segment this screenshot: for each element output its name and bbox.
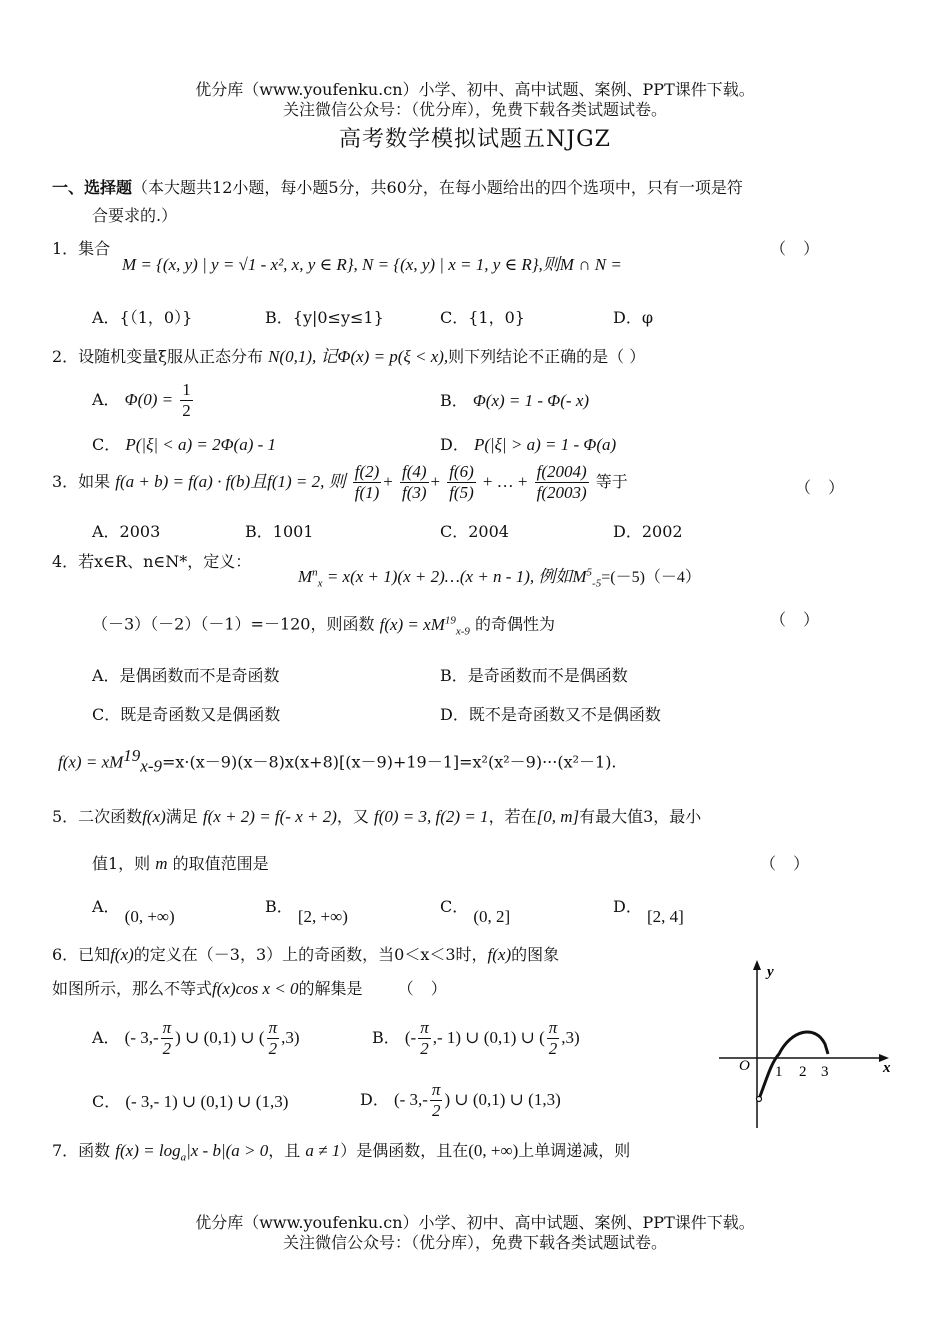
q6-answer-paren: （ ）	[397, 979, 453, 998]
q6-b-frac-2	[547, 1018, 560, 1059]
q6-option-a	[92, 1018, 300, 1059]
q4-ex-sub: -5	[592, 577, 602, 590]
q7-number: 7．函数	[52, 1141, 111, 1160]
section-label: 一、选择题	[52, 178, 133, 197]
q3-dots: + … +	[482, 472, 528, 491]
q1-answer-paren: （ ）	[770, 239, 826, 258]
graph-origin-label: O	[739, 1058, 750, 1074]
q7-formula	[115, 1141, 269, 1164]
q6-c-value: (- 3,- 1) ∪ (0,1) ∪ (1,3)	[125, 1092, 289, 1111]
q6-a-frac-2	[267, 1018, 280, 1059]
q1-formula: M = {(x, y) | y = √1 - x², x, y ∈ R}, N = {(x, y) | x = 1, y ∈ R},则M ∩ N =	[122, 255, 622, 274]
q2-a-den: 2	[182, 401, 191, 420]
q5-option-c	[440, 896, 511, 926]
q6-d-post: ) ∪ (0,1) ∪ (1,3)	[444, 1090, 561, 1109]
q3-stem: 3．如果 f(a + b) = f(a) · f(b)且f(1) = 2, 则 $\frac{f(2)}{f(1)}$ + $\frac{f(4)}{f(3)}$ + $\frac{f(6)}{f(5)}$ + … + $\frac{f(2004)}{f(2003)}$ 等于	[52, 462, 628, 502]
q6-b-frac-2-num: π	[548, 1018, 558, 1037]
graph-y-label: y	[767, 964, 774, 980]
q3-frac-4-den: f(2003)	[536, 483, 587, 502]
q4-sol-func: f(x) = xM	[58, 752, 124, 772]
q3-frac-2-den: f(3)	[401, 483, 427, 502]
q5-d-value: [2, 4]	[646, 907, 684, 926]
section-heading	[52, 177, 743, 199]
q5-b-value: [2, +∞)	[297, 907, 348, 926]
q1-number: 1．集合	[52, 239, 111, 258]
q5-stem	[52, 806, 701, 828]
q7-formula-main: f(x) = log	[115, 1141, 181, 1160]
q6-b-frac-1-num: π	[420, 1018, 429, 1037]
graph-tick-1: 1	[775, 1064, 783, 1080]
q4-line2-text: （－3）（－2）（－1）=－120，则函数	[92, 614, 375, 634]
q3-frac-1	[353, 462, 382, 503]
q1-option-d: D．φ	[613, 308, 654, 327]
q2-d-label: D．	[440, 435, 469, 454]
q6-a-frac-1	[161, 1018, 174, 1059]
q2-stem-post: 则下列结论不正确的是（ ）	[448, 347, 646, 366]
q3-answer-paren: （ ）	[795, 478, 851, 497]
q4-option-c: C．既是奇函数又是偶函数	[92, 705, 281, 724]
q5-eq1: f(x + 2) = f(- x + 2)	[202, 807, 337, 826]
q6-line1-post: 的图象	[511, 945, 560, 964]
q6-ineq: f(x)cos x < 0	[212, 979, 299, 998]
q5-c-label: C．	[440, 897, 469, 916]
q7-formula-rest: |x - b|(a > 0	[186, 1141, 269, 1160]
q6-function-graph	[715, 958, 895, 1130]
q6-b-end: ,3)	[561, 1028, 580, 1047]
q7-cond: a ≠ 1	[305, 1141, 341, 1160]
q6-a-frac-1-num: π	[162, 1018, 172, 1037]
q4-def-sup: n	[312, 566, 318, 579]
q2-option-a	[92, 380, 195, 421]
q6-line1	[52, 944, 559, 966]
graph-x-label: x	[883, 1060, 891, 1076]
q2-d-formula: P(|ξ| > a) = 1 - Φ(a)	[473, 435, 617, 454]
q5-number: 5．二次函数	[52, 807, 143, 826]
q3-option-b: B．1001	[245, 522, 314, 541]
q6-b-label: B．	[372, 1028, 400, 1047]
q6-f-2: f(x)	[487, 945, 512, 964]
q6-a-end: ,3)	[281, 1028, 300, 1047]
q6-a-frac-2-den: 2	[268, 1039, 278, 1058]
q4-solution	[58, 745, 617, 778]
footer-line-2: 关注微信公众号：（优分库），免费下载各类试题试卷。	[282, 1233, 667, 1252]
q3-formula: f(a + b) = f(a) · f(b)且f(1) = 2, 则	[115, 472, 346, 491]
q7-t2: ）是偶函数，且在	[340, 1141, 469, 1160]
q7-interval: (0, +∞)	[468, 1141, 519, 1160]
q2-c-formula: P(|ξ| < a) = 2Φ(a) - 1	[125, 435, 277, 454]
q2-b-formula: Φ(x) = 1 - Φ(- x)	[472, 391, 590, 410]
q7-t3: 上单调递减，则	[518, 1141, 631, 1160]
q1-option-a: A．{（1，0）}	[92, 308, 193, 327]
q4-def-m: M	[298, 567, 313, 586]
q5-b-label: B．	[265, 897, 293, 916]
q6-b-post: ,- 1) ∪ (0,1) ∪ (	[432, 1028, 545, 1047]
q3-frac-4	[535, 462, 589, 503]
q6-a-post: ) ∪ (0,1) ∪ (	[175, 1028, 265, 1047]
q3-post: 等于	[595, 472, 628, 491]
q5-t4: 有最大值3，最小	[579, 807, 702, 826]
q6-line2-post: 的解集是	[298, 979, 363, 998]
q4-line2-post: 的奇偶性为	[475, 614, 556, 634]
q6-a-frac-2-num: π	[268, 1018, 278, 1037]
footer-line-1: 优分库（www.youfenku.cn）小学、初中、高中试题、案例、PPT课件下载。	[195, 1213, 755, 1232]
q5-t1: 满足	[165, 807, 198, 826]
q6-b-pre: (-	[404, 1028, 417, 1047]
q5-a-label: A．	[92, 897, 120, 916]
header-line-2: 关注微信公众号：（优分库），免费下载各类试题试卷。	[282, 100, 667, 119]
q4-func-sub: x-9	[455, 625, 470, 638]
q5-option-d	[613, 896, 684, 926]
q2-a-formula: Φ(0) =	[124, 390, 174, 409]
q2-stem-formula: N(0,1), 记Φ(x) = p(ξ < x),	[268, 347, 449, 366]
q2-c-label: C．	[92, 435, 121, 454]
q3-option-c: C．2004	[440, 522, 509, 541]
q4-stem: 4．若x∈R、n∈N*，定义：	[52, 552, 252, 571]
q4-definition	[298, 562, 701, 589]
q4-option-d: D．既不是奇函数又不是偶函数	[440, 705, 661, 724]
q2-stem	[52, 346, 645, 368]
q4-line2	[92, 609, 555, 642]
q6-option-c	[92, 1091, 288, 1113]
q5-t2: ，又	[336, 807, 369, 826]
q4-option-b: B．是奇函数而不是偶函数	[440, 666, 628, 685]
q7-t1: ，且	[268, 1141, 301, 1160]
q2-option-b	[440, 390, 589, 412]
q4-option-a: A．是偶函数而不是奇函数	[92, 666, 280, 685]
q6-b-frac-2-den: 2	[548, 1039, 558, 1058]
q5-line2-post: 的取值范围是	[172, 854, 269, 873]
q5-line2	[92, 853, 269, 875]
q4-func-sup: 19	[444, 614, 456, 626]
q1-option-b: B．{y|0≤y≤1}	[265, 308, 384, 327]
graph-curve	[759, 1032, 828, 1099]
q6-d-pre: (- 3,-	[393, 1090, 428, 1109]
q3-frac-3-den: f(5)	[449, 483, 474, 502]
q7-formula-sub: a	[180, 1151, 187, 1164]
q5-f: f(x)	[142, 807, 166, 826]
q3-frac-3	[447, 462, 476, 503]
q3-frac-3-num: f(6)	[449, 462, 474, 481]
q6-f-1: f(x)	[110, 945, 134, 964]
page-title: 高考数学模拟试题五NJGZ	[339, 127, 611, 152]
graph-tick-2: 2	[799, 1064, 807, 1080]
q6-b-frac-1-den: 2	[420, 1039, 429, 1058]
q3-frac-4-num: f(2004)	[536, 462, 587, 481]
q2-option-c	[92, 434, 276, 456]
q4-ex-sup: 5	[586, 566, 593, 579]
q7-stem	[52, 1140, 630, 1168]
q6-option-b	[372, 1018, 580, 1059]
q5-a-value: (0, +∞)	[124, 907, 175, 926]
q6-option-d	[360, 1080, 561, 1121]
q3-frac-2	[400, 462, 429, 503]
q5-line2-text: 值1，则	[92, 854, 151, 873]
q1-option-c: C．{1，0}	[440, 308, 525, 327]
q6-line1-pre: 6．已知	[52, 945, 111, 964]
graph-open-point	[757, 1097, 762, 1102]
graph-y-arrow	[753, 960, 761, 970]
q2-a-fraction	[180, 380, 193, 421]
q3-frac-2-num: f(4)	[401, 462, 427, 481]
q6-line2-pre: 如图所示，那么不等式	[52, 979, 213, 998]
q4-sol-sup: 19	[123, 746, 141, 765]
q4-answer-paren: （ ）	[770, 610, 826, 629]
q5-option-a	[92, 896, 175, 926]
header-line-1: 优分库（www.youfenku.cn）小学、初中、高中试题、案例、PPT课件下载。	[195, 80, 755, 99]
q5-option-b	[265, 896, 348, 926]
q3-option-d: D．2002	[613, 522, 683, 541]
q2-a-label: A．	[92, 390, 120, 409]
section-desc-line2: 合要求的.）	[92, 206, 178, 225]
q2-b-label: B．	[440, 391, 468, 410]
q5-interval: [0, m]	[536, 807, 580, 826]
q4-ex-rest: =(－5)（－4）	[601, 569, 701, 586]
q6-a-label: A．	[92, 1028, 120, 1047]
graph-tick-3: 3	[821, 1064, 829, 1080]
q6-a-frac-1-den: 2	[162, 1039, 172, 1058]
q3-frac-1-den: f(1)	[354, 483, 380, 502]
q4-sol-rest: =x·(x－9)(x－8)x(x+8)[(x－9)+19－1]=x²(x²－9)···(x²－1).	[162, 752, 617, 772]
q4-sol-sub: x-9	[140, 756, 162, 776]
q6-d-frac-num: π	[431, 1080, 441, 1099]
q2-a-num: 1	[182, 380, 191, 399]
q6-d-frac	[430, 1080, 443, 1121]
q6-line2	[52, 978, 453, 1000]
q3-frac-1-num: f(2)	[354, 462, 380, 481]
q5-eq2: f(0) = 3, f(2) = 1	[374, 807, 489, 826]
q6-d-frac-den: 2	[431, 1101, 441, 1120]
q3-option-a: A．2003	[92, 522, 161, 541]
q5-answer-paren: （ ）	[760, 854, 816, 873]
q6-c-label: C．	[92, 1092, 121, 1111]
q6-b-frac-1	[418, 1018, 431, 1059]
q5-t3: ，若在	[488, 807, 537, 826]
q2-stem-pre: 2．设随机变量ξ服从正态分布	[52, 347, 263, 366]
q5-m: m	[155, 854, 168, 873]
q2-option-d	[440, 434, 616, 456]
section-desc-line1: （本大题共12小题，每小题5分，共60分，在每小题给出的四个选项中，只有一项是符	[132, 178, 743, 197]
q4-func	[379, 614, 470, 638]
q5-d-label: D．	[613, 897, 642, 916]
q3-number: 3．如果	[52, 472, 111, 491]
q4-func-main: f(x) = xM	[379, 614, 445, 634]
q6-d-label: D．	[360, 1090, 389, 1109]
q5-c-value: (0, 2]	[473, 907, 511, 926]
q6-line1-mid: 的定义在（－3，3）上的奇函数，当0＜x＜3时，	[133, 945, 488, 964]
q4-def-rest: = x(x + 1)(x + 2)…(x + n - 1), 例如M	[322, 567, 587, 586]
q4-def-sub: x	[317, 577, 323, 590]
q6-a-pre: (- 3,-	[124, 1028, 159, 1047]
